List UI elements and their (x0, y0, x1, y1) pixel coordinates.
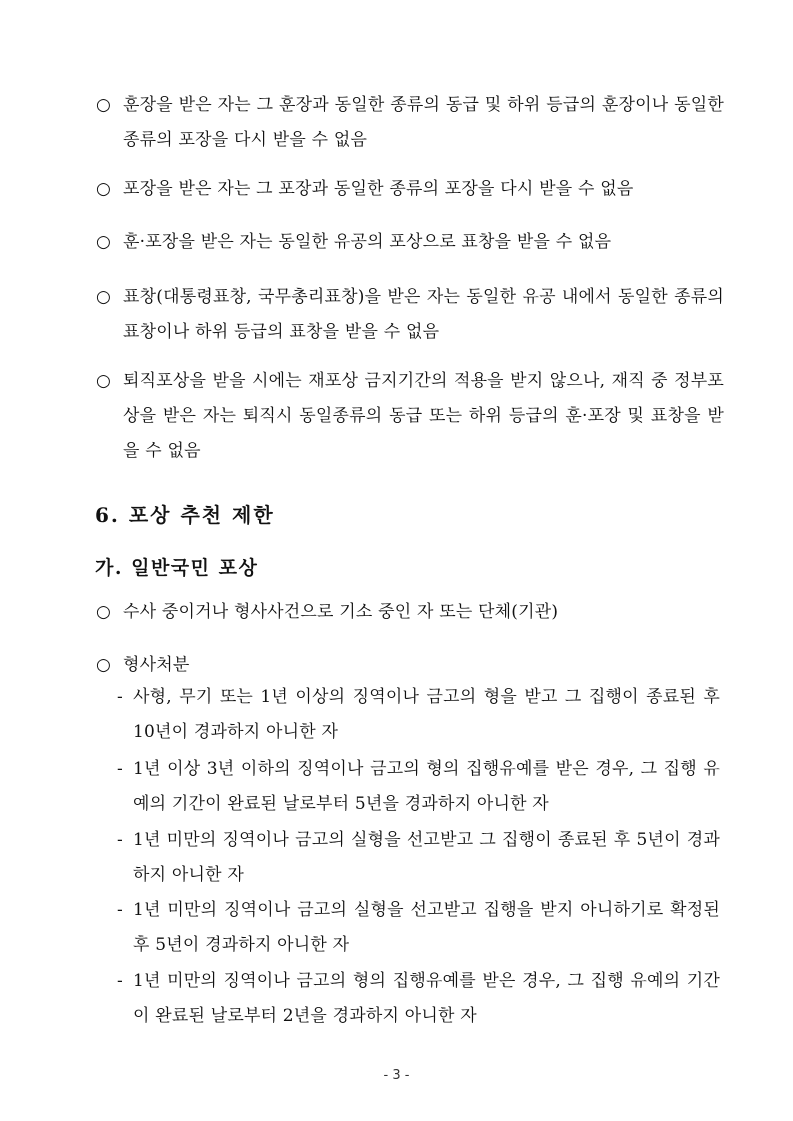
bullet-text: 형사처분 (123, 655, 190, 675)
bullet-mark: ○ (96, 95, 112, 115)
dash-text: 1년 이상 3년 이하의 징역이나 금고의 형의 집행유예를 받은 경우, 그 집행 유예의 기간이 완료된 날로부터 5년을 경과하지 아니한 자 (133, 759, 720, 814)
dash-text: 사형, 무기 또는 1년 이상의 징역이나 금고의 형을 받고 그 집행이 종료된 후 10년이 경과하지 아니한 자 (133, 687, 720, 742)
dash-mark: - (117, 759, 123, 779)
bullet-item (96, 172, 724, 207)
bullet-text: 표창(대통령표창, 국무총리표창)을 받은 자는 동일한 유공 내에서 동일한 종류의 표창이나 하위 등급의 표창을 받을 수 없음 (123, 287, 724, 342)
bullet-mark: ○ (96, 179, 112, 199)
dash-text: 1년 미만의 징역이나 금고의 형의 집행유예를 받은 경우, 그 집행 유예의 기간이 완료된 날로부터 2년을 경과하지 아니한 자 (133, 971, 720, 1026)
bullet-item (96, 364, 724, 469)
dash-item (117, 893, 720, 963)
bullet-mark: ○ (96, 232, 112, 252)
dash-item (117, 680, 720, 750)
bullet-item (96, 648, 724, 683)
dash-item (117, 823, 720, 893)
sub-heading: 가. 일반국민 포상 (95, 557, 259, 579)
bullet-text: 퇴직포상을 받을 시에는 재포상 금지기간의 적용을 받지 않으나, 재직 중 정부포상을 받은 자는 퇴직시 동일종류의 동급 또는 하위 등급의 훈·포장 및 표창을 받을 수 없음 (123, 371, 724, 461)
bullet-text: 수사 중이거나 형사사건으로 기소 중인 자 또는 단체(기관) (123, 602, 559, 622)
dash-mark: - (117, 971, 123, 991)
dash-text: 1년 미만의 징역이나 금고의 실형을 선고받고 집행을 받지 아니하기로 확정된 후 5년이 경과하지 아니한 자 (133, 900, 720, 955)
bullet-text: 포장을 받은 자는 그 포장과 동일한 종류의 포장을 다시 받을 수 없음 (123, 179, 634, 199)
bullet-text: 훈장을 받은 자는 그 훈장과 동일한 종류의 동급 및 하위 등급의 훈장이나 동일한 종류의 포장을 다시 받을 수 없음 (123, 95, 724, 150)
bullet-mark: ○ (96, 371, 112, 391)
dash-mark: - (117, 687, 123, 707)
bullet-item (96, 595, 724, 630)
bullet-mark: ○ (96, 602, 112, 622)
dash-text: 1년 미만의 징역이나 금고의 실형을 선고받고 그 집행이 종료된 후 5년이 경과하지 아니한 자 (133, 830, 720, 885)
page-number: - 3 - (383, 1068, 410, 1083)
bullet-item (96, 225, 724, 260)
dash-item (117, 964, 720, 1034)
section-heading: 6. 포상 추천 제한 (95, 503, 275, 527)
dash-mark: - (117, 830, 123, 850)
dash-mark: - (117, 900, 123, 920)
bullet-mark: ○ (96, 287, 112, 307)
bullet-mark: ○ (96, 655, 112, 675)
bullet-item (96, 280, 724, 350)
bullet-text: 훈·포장을 받은 자는 동일한 유공의 포상으로 표창을 받을 수 없음 (123, 232, 612, 252)
dash-item (117, 752, 720, 822)
bullet-item (96, 88, 724, 158)
